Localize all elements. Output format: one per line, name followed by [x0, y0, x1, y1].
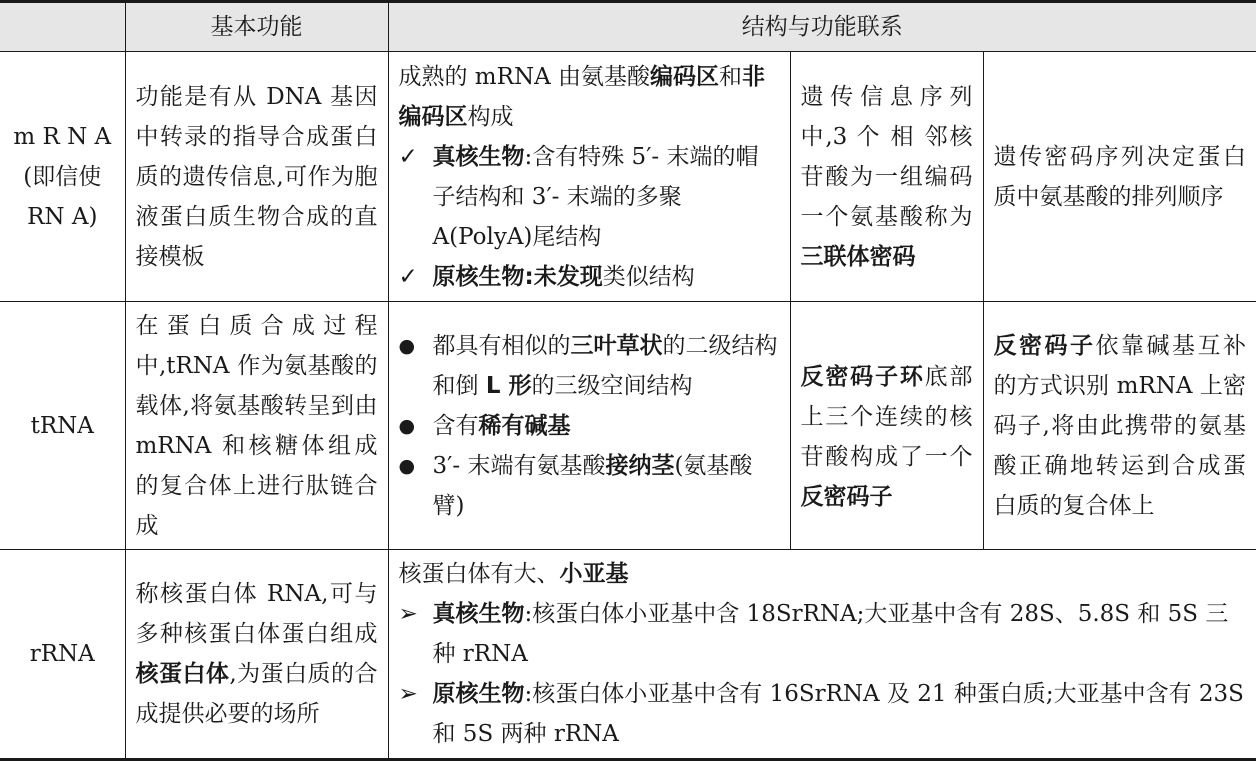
trna-structure-cell — [388, 302, 790, 550]
mrna-structure-intro — [399, 57, 780, 137]
mrna-eukaryote-desc: :含有特殊 5′- 末端的帽子结构和 3′- 末端的多聚 A(PolyA)尾结构 — [432, 143, 759, 250]
trna-bullet-1 — [399, 326, 780, 406]
rrna-prokaryote-text — [433, 674, 1247, 754]
mrna-eukaryote-item — [399, 137, 780, 257]
header-basic-function: 基本功能 — [125, 2, 388, 52]
mrna-info-cell — [790, 52, 983, 302]
trna-bullet-3 — [399, 446, 780, 526]
mrna-role-cell: 遗传密码序列决定蛋白质中氨基酸的排列顺序 — [983, 52, 1256, 302]
table-row-rrna — [0, 550, 1256, 760]
trna-role-text: 依靠碱基互补的方式识别 mRNA 上密码子,将由此携带的氨基酸正确地转运到合成蛋白质的复合体上 — [993, 332, 1247, 519]
table-row-mrna — [0, 52, 1256, 302]
trna-function-cell: 在蛋白质合成过程中,tRNA 作为氨基酸的载体,将氨基酸转呈到由 mRNA 和核糖体组成的复合体上进行肽链合成 — [125, 302, 388, 550]
mrna-intro-bold-noncoding: 非编码区 — [398, 63, 765, 130]
bullet-icon: ● — [398, 334, 416, 357]
mrna-intro-bold-coding: 编码区 — [649, 63, 719, 90]
rrna-intro-bold: 小亚基 — [559, 561, 629, 587]
mrna-info-text: 遗传信息序列中,3 个 相 邻核苷酸为一组编码一个氨基酸称为 — [800, 83, 973, 230]
rrna-intro-text: 核蛋白体有大、 — [398, 561, 560, 587]
trna-anticodon-bold2: 反密码子 — [800, 484, 893, 510]
rrna-eukaryote-text — [433, 594, 1247, 674]
trna-b1-text2: 的二级结构和倒 — [432, 332, 778, 399]
table-row-trna — [0, 302, 1256, 550]
mrna-name-line3: RN A) — [27, 203, 98, 230]
trna-bullet-3-text — [433, 446, 780, 526]
trna-name-cell: tRNA — [0, 302, 125, 550]
trna-b1-text1: 都具有相似的 — [432, 332, 571, 359]
mrna-prokaryote-bold: :未发现 — [524, 263, 603, 290]
mrna-intro-text-1: 成熟的 mRNA 由氨基酸 — [398, 63, 650, 90]
mrna-name-cell — [0, 52, 125, 302]
trna-bullet-2-text — [433, 406, 780, 446]
rrna-eukaryote-label: 真核生物 — [432, 601, 525, 627]
trna-role-cell — [983, 302, 1256, 550]
trna-bullet-2 — [399, 406, 780, 446]
rrna-eukaryote-item — [399, 594, 1247, 674]
rrna-function-text-1: 称核蛋白体 RNA,可与多种核蛋白体蛋白组成 — [135, 581, 378, 647]
rrna-structure-cell — [388, 550, 1256, 760]
trna-anticodon-text: 底部上三个连续的核苷酸构成了一个 — [800, 364, 973, 470]
mrna-info-bold: 三联体密码 — [800, 243, 916, 270]
mrna-prokaryote-text — [433, 257, 780, 297]
rrna-prokaryote-item — [399, 674, 1247, 754]
arrow-right-icon: ➢ — [398, 601, 418, 627]
mrna-name-line2: (即信使 — [23, 163, 102, 190]
trna-bullet-1-text — [433, 326, 780, 406]
rrna-prokaryote-desc: :核蛋白体小亚基中含有 16SrRNA 及 21 种蛋白质;大亚基中含有 23S 和 5S 两种 rRNA — [432, 681, 1244, 747]
rrna-function-bold: 核蛋白体 — [135, 661, 230, 687]
mrna-eukaryote-label: 真核生物 — [432, 143, 525, 170]
checkmark-icon: ✓ — [398, 143, 418, 170]
mrna-function-cell: 功能是有从 DNA 基因中转录的指导合成蛋白质的遗传信息,可作为胞液蛋白质生物合成的直接模板 — [125, 52, 388, 302]
bullet-icon: ● — [398, 454, 416, 477]
trna-b2-text1: 含有 — [432, 412, 479, 439]
trna-b1-bold2: L 形 — [485, 372, 532, 399]
bullet-icon: ● — [398, 414, 416, 437]
trna-b3-text2: (氨基酸臂) — [432, 452, 753, 519]
mrna-prokaryote-label: 原核生物 — [432, 263, 525, 290]
mrna-prokaryote-item — [399, 257, 780, 297]
rrna-eukaryote-desc: :核蛋白体小亚基中含 18SrRNA;大亚基中含有 28S、5.8S 和 5S 三种 rRNA — [432, 601, 1229, 667]
trna-b3-bold1: 接纳茎 — [605, 452, 675, 479]
rrna-prokaryote-label: 原核生物 — [432, 681, 525, 707]
trna-anticodon-cell — [790, 302, 983, 550]
trna-b1-text3: 的三级空间结构 — [531, 372, 693, 399]
trna-b2-bold1: 稀有碱基 — [478, 412, 571, 439]
trna-role-bold: 反密码子 — [993, 332, 1096, 359]
mrna-structure-cell — [388, 52, 790, 302]
header-structure-function: 结构与功能联系 — [388, 2, 1256, 52]
rrna-name-cell: rRNA — [0, 550, 125, 760]
trna-b3-text1: 3′- 末端有氨基酸 — [432, 452, 606, 479]
rrna-intro — [399, 554, 1247, 594]
mrna-name-line1: m R N A — [13, 123, 112, 150]
mrna-intro-text-2: 和 — [718, 63, 742, 90]
mrna-prokaryote-desc: 类似结构 — [602, 263, 695, 290]
trna-anticodon-bold1: 反密码子环 — [800, 364, 925, 390]
trna-b1-bold1: 三叶草状 — [570, 332, 663, 359]
header-type — [0, 2, 125, 52]
checkmark-icon: ✓ — [398, 263, 418, 290]
arrow-right-icon: ➢ — [398, 681, 418, 707]
header-row — [0, 2, 1256, 52]
mrna-intro-text-3: 构成 — [467, 103, 514, 130]
rrna-function-text-2: ,为蛋白质的合成提供必要的场所 — [135, 661, 378, 727]
rrna-function-cell — [125, 550, 388, 760]
mrna-eukaryote-text — [433, 137, 780, 257]
